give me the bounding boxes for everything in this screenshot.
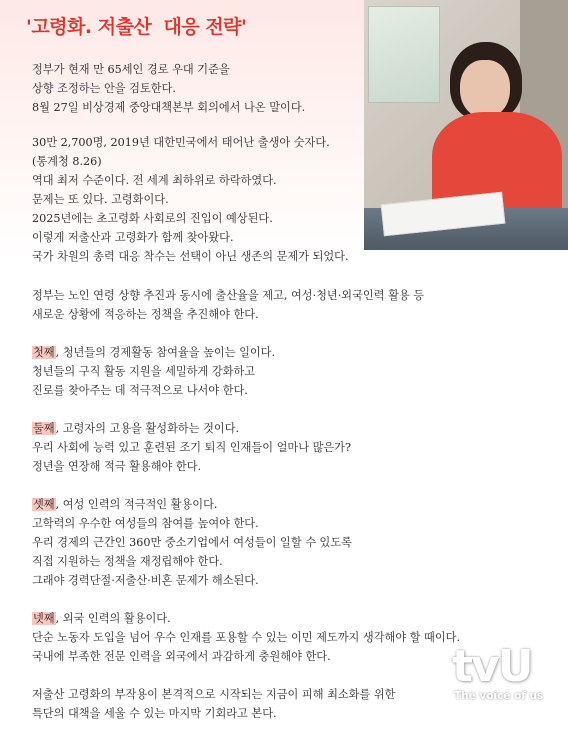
portrait-photo: [364, 0, 568, 250]
text-line: 직접 지원하는 정책을 재정립해야 한다.: [32, 555, 223, 568]
highlight-marker: 첫째: [33, 346, 55, 359]
text-line: 2025년에는 초고령화 사회로의 진입이 예상된다.: [32, 212, 273, 225]
text-line: 둘째, 고령자의 고용을 활성화하는 것이다.: [33, 422, 240, 435]
text-line: 이렇게 저출산과 고령화가 함께 찾아왔다.: [32, 231, 234, 244]
text-line: 우리 경제의 근간인 360만 중소기업에서 여성들이 일할 수 있도록: [32, 536, 352, 549]
paragraph-third: [32, 495, 352, 590]
paragraph-first: [32, 343, 275, 400]
logo-tagline: The voice of us: [454, 690, 544, 702]
text-line: 저출산 고령화의 부작용이 본격적으로 시작되는 지금이 피해 최소화를 위한: [32, 688, 396, 701]
tvu-logo: [452, 641, 562, 716]
text-line: 진로를 찾아주는 데 적극적으로 나서야 한다.: [32, 384, 248, 397]
text-line: 그래야 경력단절·저출산·비혼 문제가 해소된다.: [32, 574, 259, 587]
highlight-marker: 둘째: [33, 422, 55, 435]
text-line: 특단의 대책을 세울 수 있는 마지막 기회라고 본다.: [32, 707, 277, 720]
paragraph-birthrate: [32, 133, 349, 266]
text-line: 국가 차원의 총력 대응 착수는 선택이 아닌 생존의 문제가 되었다.: [32, 250, 349, 263]
text-line: 상향 조정하는 안을 검토한다.: [32, 82, 176, 95]
page-title: '고령화. 저출산 대응 전략': [26, 16, 247, 38]
text-line: 새로운 상황에 적응하는 정책을 추진해야 한다.: [32, 308, 259, 321]
text-line: 8월 27일 비상경제 중앙대책본부 회의에서 나온 말이다.: [32, 101, 306, 114]
text-line: 정부가 현재 만 65세인 경로 우대 기준을: [32, 63, 230, 76]
paragraph-policy: [32, 286, 424, 324]
paragraph-intro: [32, 60, 305, 117]
highlight-marker: 셋째: [33, 498, 55, 511]
text-line: 청년들의 구직 활동 지원을 세밀하게 강화하고: [32, 365, 256, 378]
text-line: 정부는 노인 연령 상향 추진과 동시에 출산율을 제고, 여성·청년·외국인력 활용 등: [32, 289, 425, 302]
text-line: 셋째, 여성 인력의 적극적인 활용이다.: [33, 498, 218, 511]
text-line: 고학력의 우수한 여성들의 참여를 높여야 한다.: [32, 517, 259, 530]
text-line: 역대 최저 수준이다. 전 세계 최하위로 하락하였다.: [32, 174, 277, 187]
text-line: 30만 2,700명, 2019년 대한민국에서 태어난 출생아 숫자다.: [32, 136, 330, 149]
text-line: 문제는 또 있다. 고령화이다.: [32, 193, 169, 206]
paragraph-second: [32, 419, 351, 476]
text-line: 국내에 부족한 전문 인력을 외국에서 과감하게 충원해야 한다.: [32, 650, 331, 663]
text-line: (통계청 8.26): [32, 155, 102, 168]
highlight-marker: 넷째: [33, 612, 55, 625]
paragraph-fourth: [32, 609, 460, 666]
text-line: 우리 사회에 능력 있고 훈련된 조기 퇴직 인재들이 얼마나 많은가?: [32, 441, 351, 454]
text-line: 첫째, 청년들의 경제활동 참여율을 높이는 일이다.: [33, 346, 276, 359]
text-line: 정년을 연장해 적극 활용해야 한다.: [32, 460, 202, 473]
text-line: 넷째, 외국 인력의 활용이다.: [33, 612, 171, 625]
logo-mark: tvU: [452, 641, 532, 692]
paragraph-conclusion: [32, 685, 395, 723]
text-line: 단순 노동자 도입을 넘어 우수 인재를 포용할 수 있는 이민 제도까지 생각해야 할 때이다.: [32, 631, 461, 644]
